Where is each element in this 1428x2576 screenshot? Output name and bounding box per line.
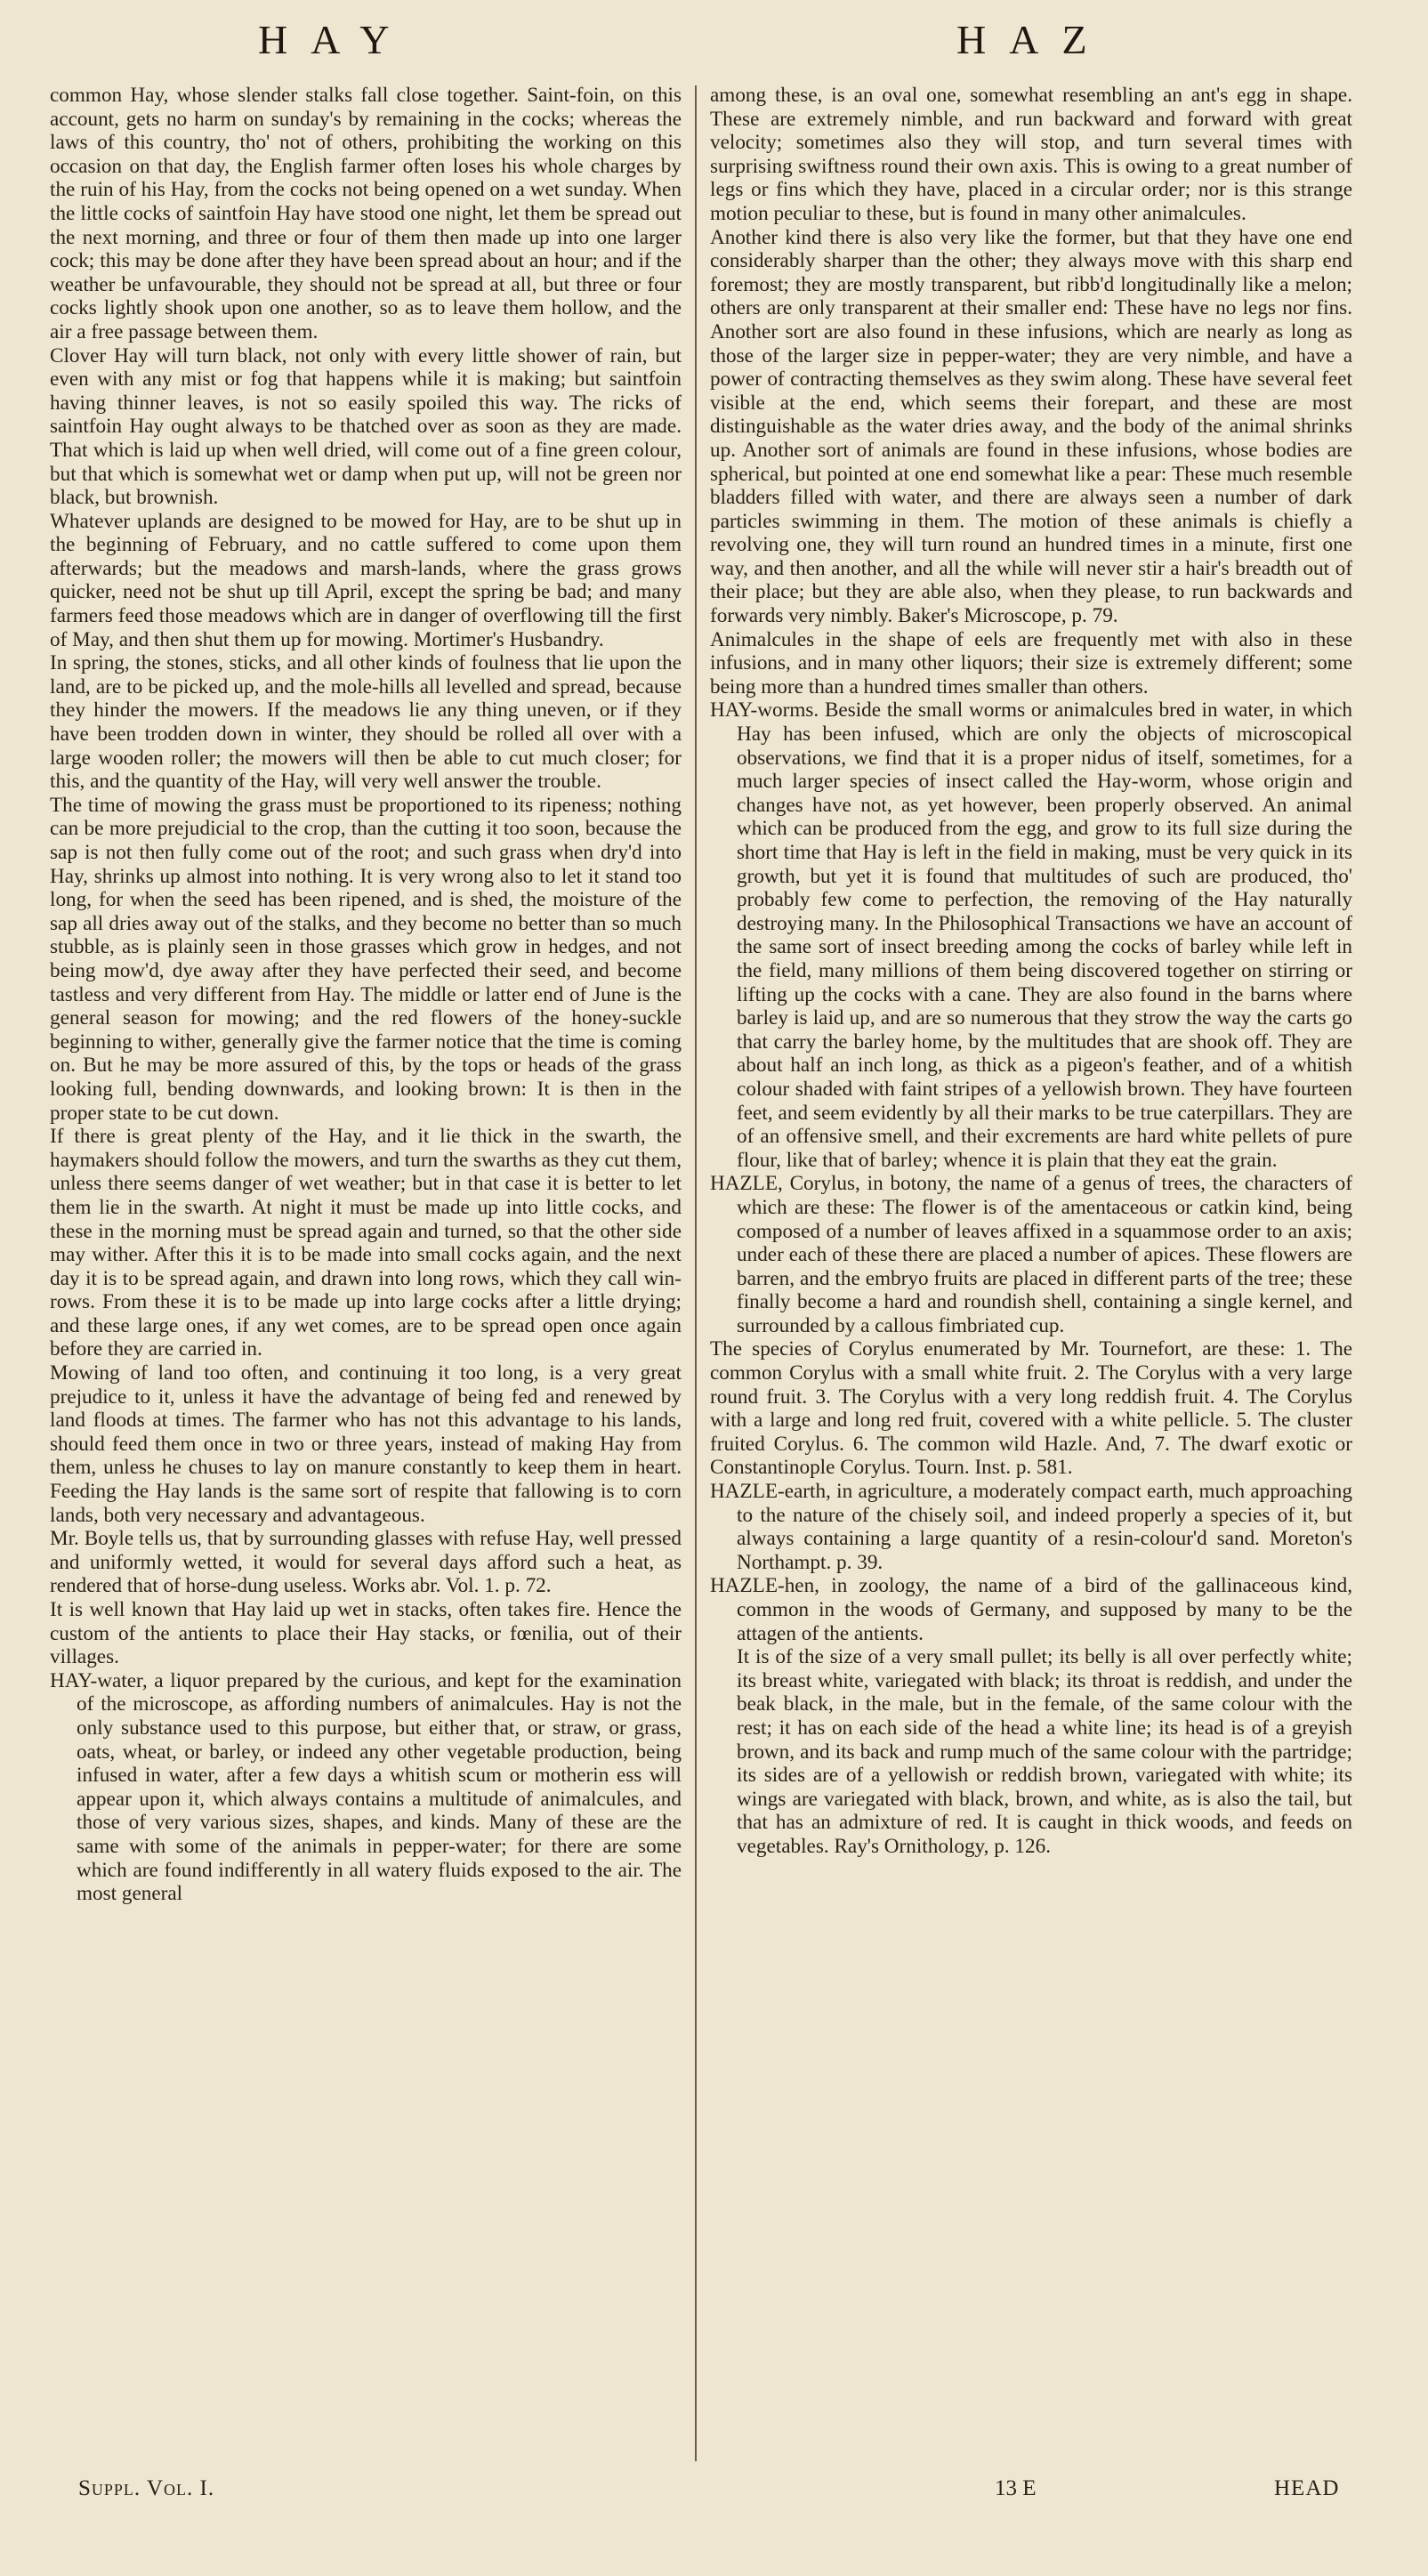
right-column [710, 84, 1352, 1859]
entry-hay-water: HAY-water, a liquor prepared by the curious, and kept for the examination of the microscope, as affording numbers of animalcules. Hay is not the only substance used to this purpose, but either that, or straw, or grass, oats, wheat, or barley, or indeed any other vegetable production, being infused in water, after a few days a whitish scum or motherin ess will appear upon it, which always contains a multitude of animalcules, and those of very various sizes, shapes, and kinds. Many of these are the same with some of the animals in pepper-water; for there are some which are found indifferently in all watery fluids exposed to the air. The most general [50, 1668, 682, 1906]
signature-mark: Suppl. Vol. I. [78, 2476, 215, 2500]
entry-hazle: HAZLE, Corylus, in botony, the name of a genus of trees, the characters of which are these: The flower is of the amentaceous or catkin kind, being composed of a number of leaves affixed in a squammose order to an axis; under each of these there are placed a number of apices. These flowers are barren, and the embryo fruits are placed in different parts of the tree; these finally become a hard and roundish shell, containing a single kernel, and surrounded by a callous fimbriated cup. [710, 1172, 1352, 1337]
running-head-right: HAZ [956, 17, 1110, 62]
entry-hazle-earth: HAZLE-earth, in agriculture, a moderately compact earth, much approaching to the nature of the chisely soil, and indeed properly a species of it, but always containing a large quantity of a resin-colour'd sand. Moreton's Northampt. p. 39. [710, 1480, 1352, 1574]
paragraph: Animalcules in the shape of eels are frequently met with also in these infusions, and in many other liquors; their size is extremely different; some being more than a hundred times smaller than others. [710, 627, 1352, 699]
catchword: HEAD [1274, 2476, 1340, 2500]
paragraph: common Hay, whose slender stalks fall close together. Saint-foin, on this account, gets no harm on sunday's by remaining in the cocks; whereas the laws of this country, tho' not of others, prohibiting the working on this occasion on that day, the English farmer often loses his whole charges by the ruin of his Hay, from the cocks not being opened on a wet sunday. When the little cocks of saintfoin Hay have stood one night, let them be spread out the next morning, and three or four of them then made up into one larger cock; this may be done after they have been spread about an hour; and if the weather be unfavourable, they should not be spread at all, but three or four cocks lightly shook upon one another, so as to leave them hollow, and the air a free passage between them. [50, 84, 682, 343]
paragraph: Another kind there is also very like the former, but that they have one end considerably sharper than the other; they always move with this sharp end foremost; they are mostly transparent, but ribb'd longitudinally like a melon; others are only transparent at their smaller end: These have no legs nor fins. Another sort are also found in these infusions, which are nearly as long as those of the larger size in pepper-water; they are very nimble, and have a power of contracting themselves as they swim along. These have several feet visible at the end, which seems their forepart, and these are most distinguishable as the water dries away, and the body of the animal shrinks up. Another sort of animals are found in these infusions, whose bodies are spherical, but pointed at one end somewhat like a pear: These much resemble bladders filled with water, and there are always seen a number of dark particles swimming in them. The motion of these animals is chiefly a revolving one, they will turn round an hundred times in a minute, first one way, and then another, and all the while will never stir a hair's breadth out of their place; but they are able also, when they please, to run backwards and forwards very nimbly. Baker's Microscope, p. 79. [710, 225, 1352, 628]
paragraph: It is of the size of a very small pullet; its belly is all over perfectly white; its breast white, variegated with black; its throat is reddish, and under the beak black, in the male, but in the female, of the same colour with the rest; it has on each side of the head a white line; its head is of a greyish brown, and its back and rump much of the same colour with the partridge; its sides are of a yellowish or reddish brown, variegated with white; its wings are variegated with black, brown, and white, as is also the tail, but that has an admixture of red. It is caught in thick woods, and feeds on vegetables. Ray's Ornithology, p. 126. [737, 1645, 1352, 1858]
paragraph: The species of Corylus enumerated by Mr. Tournefort, are these: 1. The common Corylus with a small white fruit. 2. The Corylus with a very large round fruit. 3. The Corylus with a very long reddish fruit. 4. The Corylus with a large and long red fruit, covered with a white pellicle. 5. The cluster fruited Corylus. 6. The common wild Hazle. And, 7. The dwarf exotic or Constantinople Corylus. Tourn. Inst. p. 581. [710, 1337, 1352, 1480]
paragraph: It is well known that Hay laid up wet in stacks, often takes fire. Hence the custom of the antients to place their Hay stacks, or fœnilia, out of their villages. [50, 1598, 682, 1669]
paragraph: Mr. Boyle tells us, that by surrounding glasses with refuse Hay, well pressed and uniformly wetted, it would for several days afford such a heat, as rendered that of horse-dung useless. Works abr. Vol. 1. p. 72. [50, 1527, 682, 1598]
entry-hay-worms: HAY-worms. Beside the small worms or animalcules bred in water, in which Hay has been infused, which are only the objects of microscopical observations, we find that it is a proper nidus of itself, sometimes, for a much larger species of insect called the Hay-worm, whose origin and changes have not, as yet however, been properly observed. An animal which can be produced from the egg, and grow to its full size during the short time that Hay is left in the field in making, must be very quick in its growth, but yet it is found that multitudes of such are produced, tho' probably few come to perfection, the removing of the Hay naturally destroying many. In the Philosophical Transactions we have an account of the same sort of insect breeding among the cocks of barley while left in the field, many millions of them being discovered together on stirring or lifting up the cocks with a cane. They are also found in the barns where barley is laid up, and are so numerous that they strow the way the carts go that carry the barley home, by the multitudes that are shook off. They are about half an inch long, as thick as a pigeon's feather, and of a whitish colour shaded with faint stripes of a yellowish brown. They have fourteen feet, and seem evidently by all their marks to be true caterpillars. They are of an offensive smell, and their excrements are hard white pellets of pure flour, like that of barley; whence it is plain that they eat the grain. [710, 699, 1352, 1172]
paragraph: Clover Hay will turn black, not only with every little shower of rain, but even with any mist or fog that happens while it is making; but saintfoin having thinner leaves, is not so easily spoiled this way. The ricks of saintfoin Hay ought always to be thatched over as soon as they are made. That which is laid up when well dried, will come out of a fine green colour, but that which is somewhat wet or damp when put up, will not be green nor black, but brownish. [50, 343, 682, 510]
running-head-left: HAY [258, 17, 413, 62]
column-rule [695, 85, 697, 2461]
paragraph: If there is great plenty of the Hay, and it lie thick in the swarth, the haymakers should follow the mowers, and turn the swarths as they cut them, unless there seems danger of wet weather; but in that case it is better to let them lie in the swarth. At night it must be made up into little cocks, and these in the morning must be spread again and turned, so that the other side may wither. After this it is to be made into small cocks again, and the next day it is to be spread again, and drawn into long rows, which they call win-rows. From these it is to be made up into large cocks after a little drying; and these large ones, if any wet comes, are to be spread open once again before they are carried in. [50, 1125, 682, 1361]
paragraph: The time of mowing the grass must be proportioned to its ripeness; nothing can be more prejudicial to the crop, than the cutting it too soon, because the sap is not then fully come out of the root; and such grass when dry'd into Hay, shrinks up almost into nothing. It is very wrong also to let it stand too long, for when the seed has been ripened, and is shed, the moisture of the sap all dries away out of the stalks, and they become no better than so much stubble, as is plainly seen in those grasses which grow in hedges, and not being mow'd, dye away after they have perfected their seed, and become tastless and very different from Hay. The middle or latter end of June is the general season for mowing; and the red flowers of the honey-suckle beginning to wither, generally give the farmer notice that the time is coming on. But he may be more assured of this, by the tops or heads of the grass looking full, bending downwards, and looking brown: It is then in the proper state to be cut down. [50, 793, 682, 1125]
left-column [50, 84, 682, 1906]
entry-hazle-hen: HAZLE-hen, in zoology, the name of a bird of the gallinaceous kind, common in the woods of Germany, and supposed by many to be the attagen of the antients. [710, 1574, 1352, 1645]
sheet-mark: 13 E [995, 2476, 1037, 2500]
paragraph: Whatever uplands are designed to be mowed for Hay, are to be shut up in the beginning of February, and no cattle suffered to come upon them afterwards; but the meadows and marsh-lands, where the grass grows quicker, need not be shut up till April, except the spring be bad; and many farmers feed those meadows which are in danger of overflowing till the first of May, and then shut them up for mowing. Mortimer's Husbandry. [50, 509, 682, 651]
paragraph: Mowing of land too often, and continuing it too long, is a very great prejudice to it, unless it have the advantage of being fed and renewed by land floods at times. The farmer who has not this advantage to his lands, should feed them once in two or three years, instead of making Hay from them, unless he chuses to lay on manure constantly to keep them in heart. Feeding the Hay lands is the same sort of respite that fallowing is to corn lands, both very necessary and advantageous. [50, 1361, 682, 1527]
paragraph: In spring, the stones, sticks, and all other kinds of foulness that lie upon the land, are to be picked up, and the mole-hills all levelled and spread, because they hinder the mowers. If the meadows lie any thing uneven, or if they have been trodden down in winter, they should be rolled all over with a large wooden roller; the mowers will then be able to cut much closer; for this, and the quantity of the Hay, will very well answer the trouble. [50, 651, 682, 794]
paragraph: among these, is an oval one, somewhat resembling an ant's egg in shape. These are extremely nimble, and run backward and forward with great velocity; sometimes also they will stop, and turn several times with surprising swiftness round their own axis. This is owing to a great number of legs or fins which they have, placed in a circular order; nor is this strange motion peculiar to these, but is found in many other animalcules. [710, 84, 1352, 225]
